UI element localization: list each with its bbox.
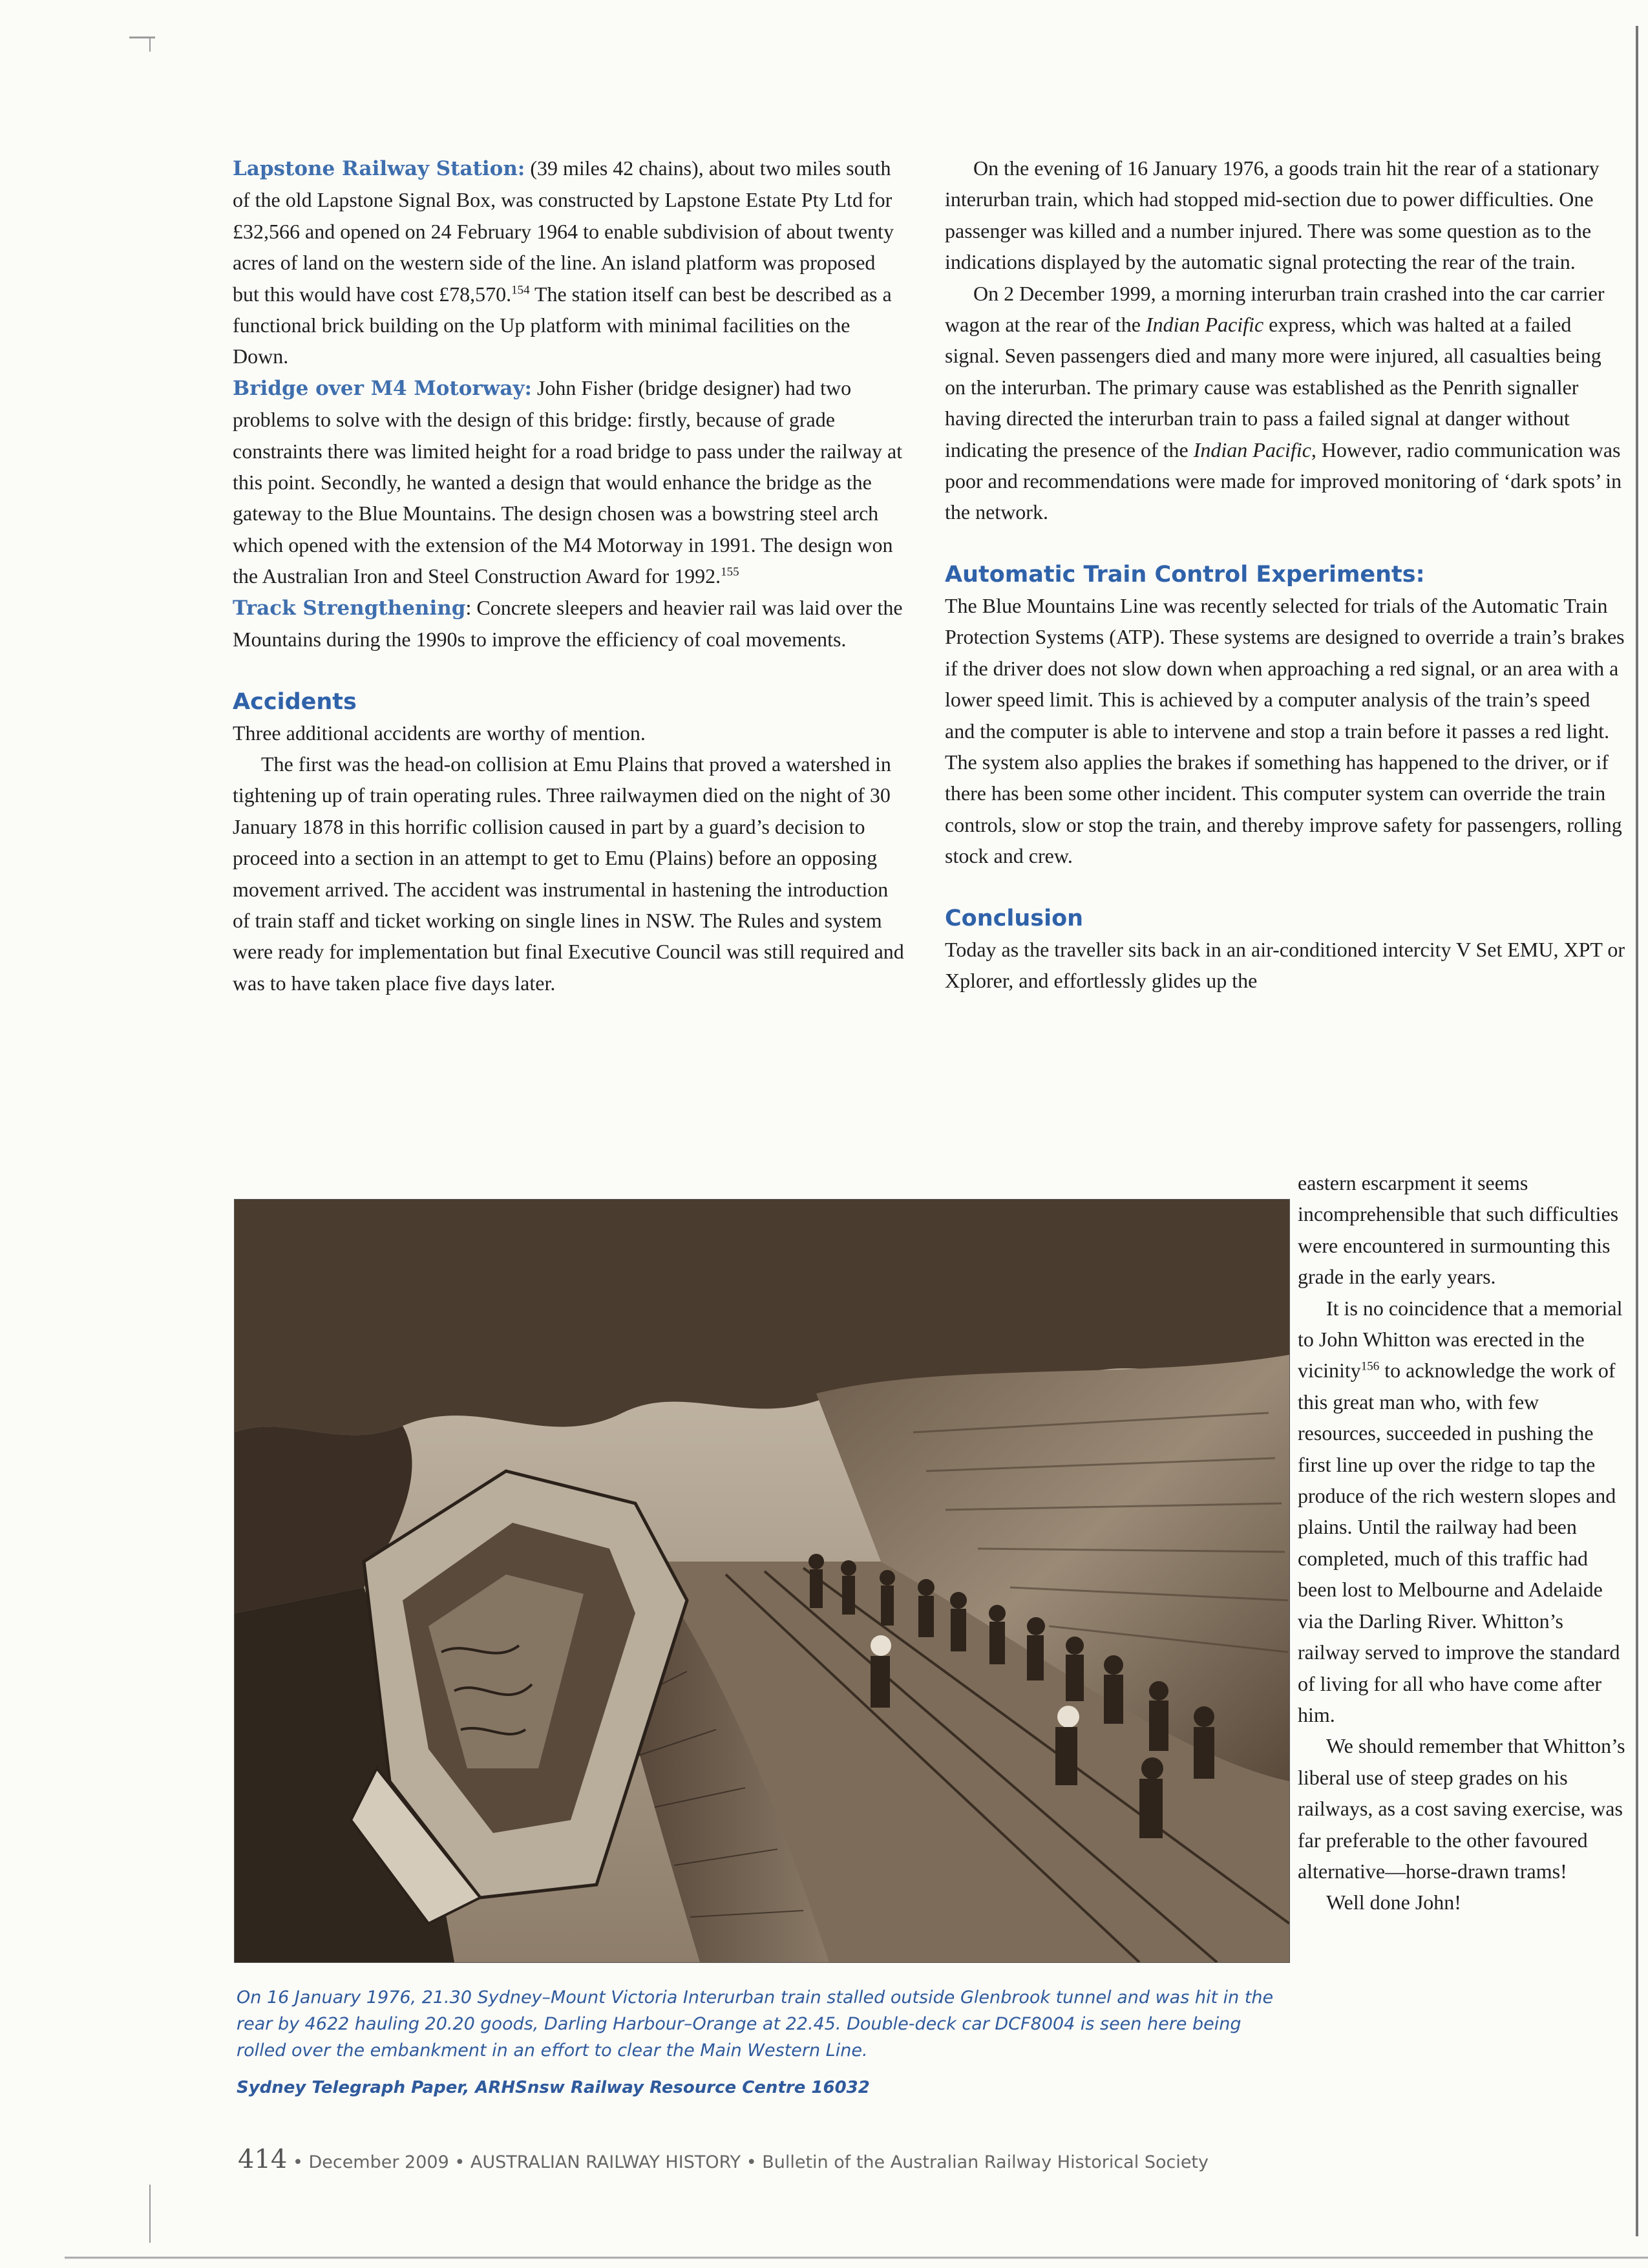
accidents-heading: Accidents — [233, 688, 357, 715]
lapstone-heading: Lapstone Railway Station: — [233, 157, 525, 180]
bridge-heading: Bridge over M4 Motorway: — [233, 376, 532, 400]
conclusion-text-c: We should remember that Whitton’s liberal use of steep grades on his railways, as a cost saving exercise, was far preferable to the other favoured alternative—horse-drawn trams! — [1298, 1734, 1625, 1883]
atc-heading: Automatic Train Control Experiments: — [945, 561, 1425, 588]
conclusion-text-a: eastern escarpment it seems incomprehensible that such difficulties were encountered in surmounting this grade in the early years. — [1298, 1171, 1619, 1289]
lapstone-paragraph — [233, 153, 906, 372]
left-column — [233, 153, 906, 999]
page-number: 414 — [238, 2145, 288, 2174]
conclusion-heading: Conclusion — [945, 905, 1084, 931]
accident-photo-illustration — [235, 1200, 1289, 1962]
footer-text: • December 2009 • AUSTRALIAN RAILWAY HISTORY • Bulletin of the Australian Railway Historical Society — [287, 2152, 1209, 2172]
accident-1976-paragraph: On the evening of 16 January 1976, a goods train hit the rear of a stationary interurban train, which had stopped mid-section due to power difficulties. One passenger was killed and a number injured. There was some question as to the indications displayed by the automatic signal protecting the rear of the train. — [945, 156, 1600, 274]
accident-1999-paragraph: On 2 December 1999, a morning interurban train crashed into the car carrier wagon at the rear of the Indian Pacific express, which was halted at a failed signal. Seven passengers died and many more were injured, all casualties being on the interurban. The primary cause was established as the Penrith signaller having directed the interurban train to pass a failed signal at danger without indicating the presence of the Indian Pacific, However, radio communication was poor and recommendations were made for improved monitoring of ‘dark spots’ in the network. — [945, 281, 1622, 524]
accident-photo — [234, 1199, 1290, 1963]
bridge-paragraph — [233, 372, 906, 592]
indian-pacific-name: Indian Pacific — [1193, 438, 1311, 461]
track-text: : Concrete sleepers and heavier rail was laid over the Mountains during the 1990s to improve the efficiency of coal movements. — [233, 595, 903, 652]
photo-credit: Sydney Telegraph Paper, ARHSnsw Railway Resource Centre 16032 — [237, 2078, 870, 2097]
conclusion-text-d: Well done John! — [1326, 1891, 1461, 1914]
lapstone-text-b: The station itself can best be described as a functional brick building on the Up platform with minimal facilities on the Down. — [233, 282, 892, 368]
track-paragraph — [233, 592, 906, 655]
page-footer — [238, 2145, 1401, 2174]
accidents-paragraph-1: The first was the head-on collision at Emu Plains that proved a watershed in tightening up of train operating rules. Three railwaymen died on the night of 30 January 1878 in this horrific collision caused in part by a guard’s decision to proceed into a section in an attempt to get to Emu (Plains) before an opposing movement arrived. The accident was instrumental in hastening the introduction of train staff and ticket working on single lines in NSW. The Rules and system were ready for implementation but final Executive Council was still required and was to have taken place five days later. — [233, 752, 904, 995]
atc-paragraph: The Blue Mountains Line was recently selected for trials of the Automatic Train Protection Systems (ATP). These systems are designed to override a train’s brakes if the driver does not slow down when approaching a red signal, or an area with a lower speed limit. This is achieved by a computer analysis of the train’s speed and the computer is able to intervene and stop a train before it passes a red light. The system also applies the brakes if something has happened to the driver, or if there has been some other incident. This computer system can override the train controls, slow or stop the train, and thereby improve safety for passengers, rolling stock and crew. — [945, 593, 1625, 868]
footnote-156: 156 — [1360, 1359, 1380, 1373]
lapstone-text-a: (39 miles 42 chains), about two miles south of the old Lapstone Signal Box, was constructed by Lapstone Estate Pty Ltd for £32,566 and opened on 24 February 1964 to enable subdivision of about twenty acres of land on the western side of the line. An island platform was proposed but this would have cost £78,570. — [233, 156, 894, 306]
photo-caption-text: On 16 January 1976, 21.30 Sydney–Mount Victoria Interurban train stalled outside Glenbrook tunnel and was hit in the rear by 4622 hauling 20.20 goods, Darling Harbour–Orange at 22.45. Double-deck car DCF8004 is seen here being rolled over the embankment in an effort to clear the Main Western Line. — [237, 1987, 1274, 2061]
track-heading: Track Strengthening — [233, 596, 466, 620]
conclusion-text-b: It is no coincidence that a memorial to John Whitton was erected in the vicinity$^{156}$ to acknowledge the work of this great man who, with few resources, succeeded in pushing the first line up over the ridge to tap the produce of the rich western slopes and plains. Until the railway had been completed, much of this traffic had been lost to Melbourne and Adelaide via the Darling River. Whitton’s railway served to improve the standard of living for all who have come after him. — [1298, 1296, 1623, 1726]
conclusion-text-top: Today as the traveller sits back in an air-conditioned intercity V Set EMU, XPT or Xplorer, and effortlessly glides up the — [945, 937, 1625, 992]
right-column — [945, 153, 1625, 996]
bridge-text: John Fisher (bridge designer) had two problems to solve with the design of this bridge: firstly, because of grade constraints there was limited height for a road bridge to pass under the railway at this point. Secondly, he wanted a design that would enhance the bridge as the gateway to the Blue Mountains. The design chosen was a bowstring steel arch which opened with the extension of the M4 Motorway in 1991. The design won the Australian Iron and Steel Construction Award for 1992. — [233, 376, 903, 588]
photo-caption — [237, 1984, 1284, 2064]
conclusion-side-column — [1298, 1167, 1627, 1918]
footnote-154: 154 — [511, 282, 530, 297]
footnote-155: 155 — [721, 565, 739, 579]
indian-pacific-name: Indian Pacific — [1145, 313, 1264, 337]
accidents-intro: Three additional accidents are worthy of mention. — [233, 721, 646, 745]
